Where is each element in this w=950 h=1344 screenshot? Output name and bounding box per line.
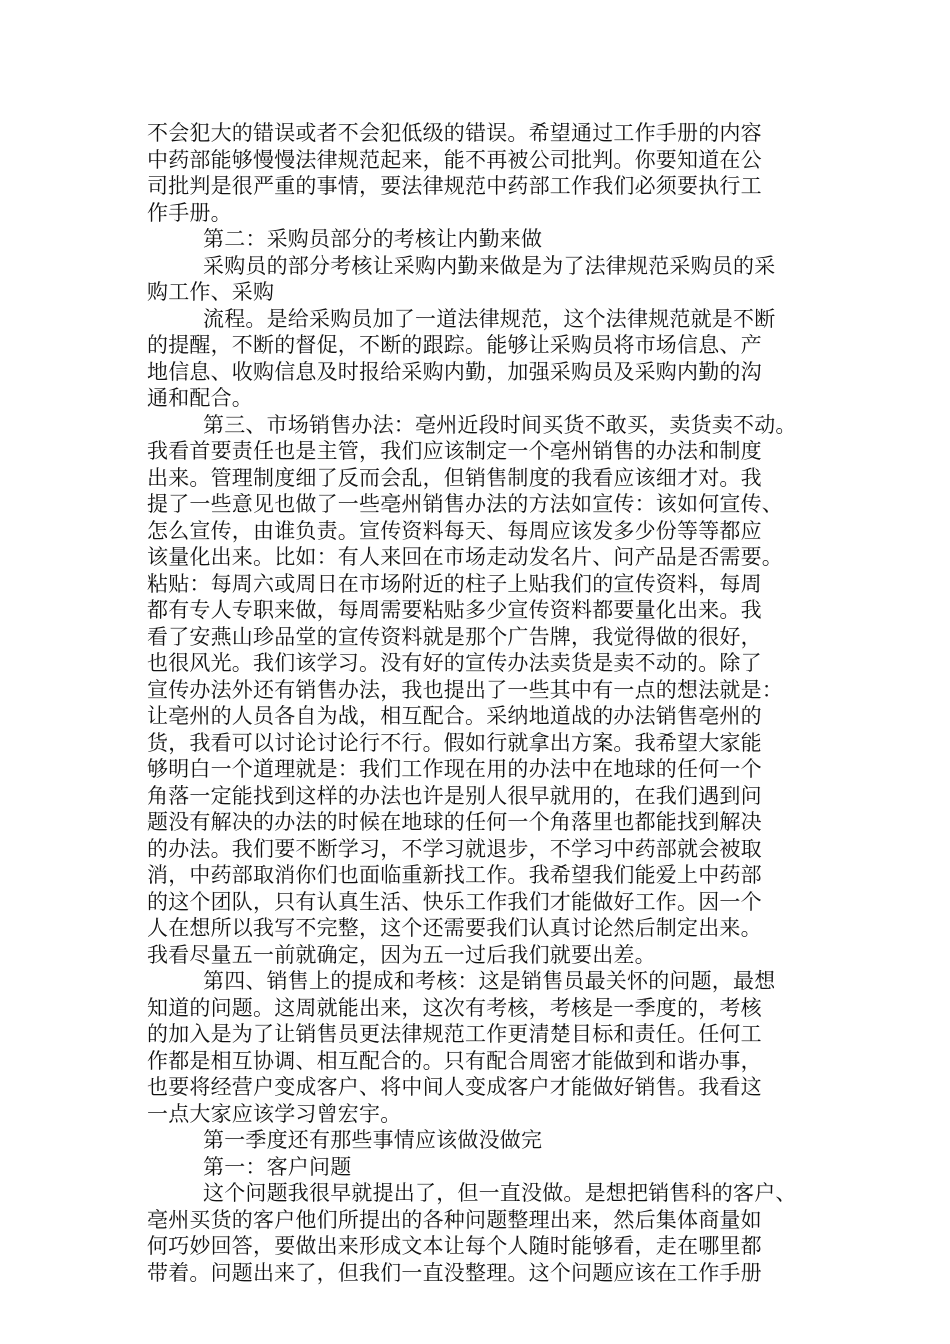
text-line: 提了一些意见也做了一些亳州销售办法的方法如宣传：该如何宣传、 [147, 492, 783, 516]
text-line: 怎么宣传，由谁负责。宣传资料每天、每周应该发多少份等等都应 [147, 518, 762, 543]
text-line: 知道的问题。这周就能出来，这次有考核，考核是一季度的，考核 [147, 995, 762, 1020]
text-line: 人在想所以我写不完整，这个还需要我们认真讨论然后制定出来。 [147, 916, 762, 940]
text-line: 采购员的部分考核让采购内勤来做是为了法律规范采购员的采 [203, 253, 776, 278]
text-line: 我看首要责任也是主管，我们应该制定一个亳州销售的办法和制度 [147, 439, 762, 463]
text-line: 作手册。 [147, 200, 232, 225]
text-line: 题没有解决的办法的时候在地球的任何一个角落里也都能找到解决 [147, 810, 762, 834]
text-line: 货，我看可以讨论讨论行不行。假如行就拿出方案。我希望大家能 [147, 730, 762, 755]
text-line: 的这个团队，只有认真生活、快乐工作我们才能做好工作。因一个 [147, 889, 762, 914]
text-line: 这个问题我很早就提出了，但一直没做。是想把销售科的客户、 [203, 1181, 797, 1205]
text-line: 我看尽量五一前就确定，因为五一过后我们就要出差。 [147, 942, 656, 967]
text-line: 消，中药部取消你们也面临重新找工作。我希望我们能爱上中药部 [147, 863, 762, 887]
text-line: 的提醒，不断的督促，不断的跟踪。能够让采购员将市场信息、产 [147, 333, 762, 357]
text-line: 亳州买货的客户他们所提出的各种问题整理出来，然后集体商量如 [147, 1207, 762, 1232]
text-line: 中药部能够慢慢法律规范起来，能不再被公司批判。你要知道在公 [147, 147, 762, 172]
text-line: 流程。是给采购员加了一道法律规范，这个法律规范就是不断 [203, 306, 776, 331]
text-line: 够明白一个道理就是：我们工作现在用的办法中在地球的任何一个 [147, 757, 762, 781]
text-line: 都有专人专职来做，每周需要粘贴多少宣传资料都要量化出来。我 [147, 598, 762, 622]
text-line: 司批判是很严重的事情，要法律规范中药部工作我们必须要执行工 [147, 174, 762, 198]
text-line: 第四、销售上的提成和考核：这是销售员最关怀的问题，最想 [203, 969, 776, 993]
text-line: 宣传办法外还有销售办法，我也提出了一些其中有一点的想法就是： [147, 677, 783, 702]
text-line: 出来。管理制度细了反而会乱，但销售制度的我看应该细才对。我 [147, 465, 762, 490]
text-line: 第一季度还有那些事情应该做没做完 [203, 1128, 543, 1152]
text-line: 何巧妙回答，要做出来形成文本让每个人随时能够看，走在哪里都 [147, 1234, 762, 1258]
text-line: 不会犯大的错误或者不会犯低级的错误。希望通过工作手册的内容 [147, 121, 762, 145]
text-line: 购工作、采购 [147, 280, 275, 304]
text-line: 让亳州的人员各自为战，相互配合。采纳地道战的办法销售亳州的 [147, 704, 762, 728]
text-line: 第三、市场销售办法：亳州近段时间买货不敢买，卖货卖不动。 [203, 412, 797, 437]
text-line: 第二：采购员部分的考核让内勤来做 [203, 227, 543, 251]
text-line: 也很风光。我们该学习。没有好的宣传办法卖货是卖不动的。除了 [147, 651, 762, 675]
text-line: 看了安燕山珍品堂的宣传资料就是那个广告牌，我觉得做的很好， [147, 624, 762, 649]
text-line: 粘贴：每周六或周日在市场附近的柱子上贴我们的宣传资料，每周 [147, 571, 762, 596]
text-line: 也要将经营户变成客户、将中间人变成客户才能做好销售。我看这 [147, 1075, 762, 1099]
text-line: 的办法。我们要不断学习，不学习就退步，不学习中药部就会被取 [147, 836, 762, 861]
text-line: 的加入是为了让销售员更法律规范工作更清楚目标和责任。任何工 [147, 1022, 762, 1046]
text-line: 该量化出来。比如：有人来回在市场走动发名片、问产品是否需要。 [147, 545, 783, 569]
text-line: 第一：客户问题 [203, 1154, 352, 1179]
text-line: 通和配合。 [147, 386, 253, 410]
text-line: 带着。问题出来了，但我们一直没整理。这个问题应该在工作手册 [147, 1260, 762, 1285]
document-page [147, 120, 827, 1286]
text-line: 作都是相互协调、相互配合的。只有配合周密才能做到和谐办事， [147, 1048, 762, 1073]
text-line: 地信息、收购信息及时报给采购内勤，加强采购员及采购内勤的沟 [147, 359, 762, 384]
text-line: 一点大家应该学习曾宏宇。 [147, 1101, 402, 1126]
text-line: 角落一定能找到这样的办法也许是别人很早就用的，在我们遇到问 [147, 783, 762, 808]
